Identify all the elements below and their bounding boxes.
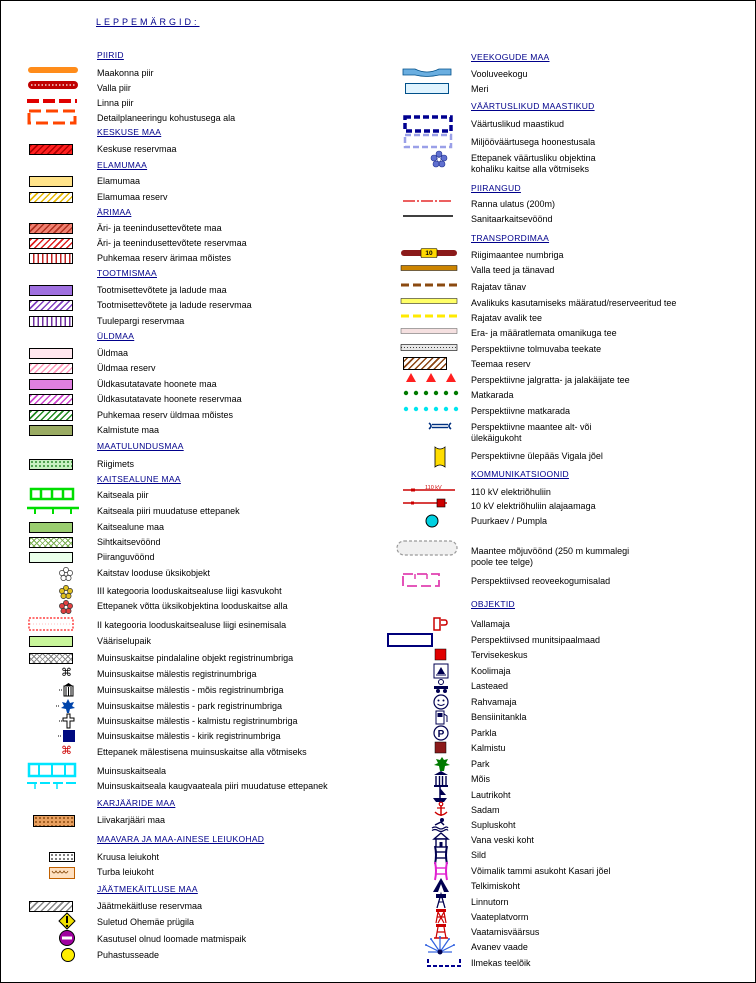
- section-heading: TRANSPORDIMAA: [471, 233, 550, 243]
- section-heading: ÄRIMAA: [97, 207, 132, 217]
- legend-label: Ettepanek väärtusliku objektina kohaliku kaitse alla võtmiseks: [471, 153, 596, 174]
- legend-item: [381, 298, 755, 312]
- legend-item: [1, 653, 381, 667]
- legend-label: Mõis: [471, 774, 491, 784]
- legend-label: Koolimaja: [471, 666, 511, 676]
- legend-label: Vooluveekogu: [471, 69, 528, 79]
- legend-label: Kaitseala piir: [97, 490, 149, 500]
- legend-item: [381, 282, 755, 296]
- legend-label: Riigimets: [97, 459, 135, 469]
- legend-label: Park: [471, 759, 490, 769]
- section-heading: PIIRID: [97, 50, 124, 60]
- legend-item: [1, 636, 381, 650]
- legend-label: Ettepanek mälestisena muinsuskaitse alla võtmiseks: [97, 747, 307, 757]
- section-heading: KARJÄÄRIDE MAA: [97, 798, 176, 808]
- legend-label: Tootmisettevõtete ja ladude maa: [97, 285, 227, 295]
- legend-label: Jäätmekäitluse reservmaa: [97, 901, 203, 911]
- legend-label: Sihtkaitsevöönd: [97, 537, 161, 547]
- legend-label: Kasutusel olnud loomade matmispaik: [97, 934, 247, 944]
- legend-label: Linna piir: [97, 98, 134, 108]
- legend-item: [1, 192, 381, 206]
- legend-label: Avalikuks kasutamiseks määratud/reserveeritud tee: [471, 298, 677, 308]
- legend-label: Kalmistute maa: [97, 425, 160, 435]
- road-number: 10: [425, 250, 433, 257]
- legend-label: Perspektiivne jalgratta- ja jalakäijate tee: [471, 375, 630, 385]
- legend-item: [1, 950, 381, 964]
- legend-label: Muinsuskaitseala: [97, 766, 167, 776]
- legend-label: Sild: [471, 850, 487, 860]
- legend-item: [1, 731, 381, 745]
- legend-item: [381, 743, 755, 757]
- legend-label: Tuulepargi reservmaa: [97, 316, 185, 326]
- legend-item: [381, 214, 755, 228]
- legend-label: III kategooria looduskaitsealuse liigi kasvukoht: [97, 586, 282, 596]
- legend-label: Rahvamaja: [471, 697, 517, 707]
- legend-label: 110 kV elektriõhuliin: [471, 487, 551, 497]
- legend-label: Perspektiivne ülepääs Vigala jõel: [471, 451, 603, 461]
- legend-item: [381, 153, 755, 174]
- legend-label: Kaitsealune maa: [97, 522, 165, 532]
- legend-item: [381, 451, 755, 465]
- section-heading: KAITSEALUNE MAA: [97, 474, 181, 484]
- legend-item: [1, 223, 381, 237]
- legend-label: Lasteaed: [471, 681, 509, 691]
- legend-label: Detailplaneeringu kohustusega ala: [97, 113, 236, 123]
- legend-label: Äri- ja teenindusettevõtete reservmaa: [97, 238, 247, 248]
- legend-item: [381, 375, 755, 389]
- legend-label: Ilmekas teelõik: [471, 958, 531, 968]
- legend-label: Väärtuslikud maastikud: [471, 119, 565, 129]
- legend-item: [1, 506, 381, 520]
- legend-label: Telkimiskoht: [471, 881, 521, 891]
- legend-item: [381, 328, 755, 342]
- section-heading: OBJEKTID: [471, 599, 515, 609]
- legend-label: Kruusa leiukoht: [97, 852, 160, 862]
- legend-label: Era- ja määratlemata omanikuga tee: [471, 328, 617, 338]
- legend-item: [381, 619, 755, 633]
- legend-item: [1, 867, 381, 881]
- legend-item: [1, 348, 381, 362]
- legend-label: Üldmaa: [97, 348, 129, 358]
- legend-label: Valla piir: [97, 83, 131, 93]
- section-heading: MAATULUNDUSMAA: [97, 441, 184, 451]
- legend-label: Elamumaa reserv: [97, 192, 168, 202]
- legend-label: Perspektiivne matkarada: [471, 406, 571, 416]
- legend-label: Perspektiivne maantee alt- või ülekäigukoht: [471, 422, 592, 443]
- legend-label: Maantee mõjuvöönd (250 m kummalegi poole tee telge): [471, 546, 630, 567]
- legend-label: Puhkemaa reserv ärimaa mõistes: [97, 253, 232, 263]
- legend-item: [1, 685, 381, 699]
- legend-label: Miljööväärtusega hoonestusala: [471, 137, 596, 147]
- legend-item: [1, 300, 381, 314]
- section-heading: PIIRANGUD: [471, 183, 521, 193]
- legend-item: [381, 501, 755, 515]
- legend-item: [381, 728, 755, 742]
- legend-item: [1, 253, 381, 267]
- legend-item: [1, 568, 381, 582]
- legend-label: Bensiinitankla: [471, 712, 527, 722]
- legend-item: [1, 410, 381, 424]
- legend-label: Võimalik tammi asukoht Kasari jõel: [471, 866, 611, 876]
- legend-item: [1, 490, 381, 504]
- legend-label: Puurkaev / Pumpla: [471, 516, 548, 526]
- legend-label: Perspektiivsed munitsipaalmaad: [471, 635, 601, 645]
- legend-item: [1, 522, 381, 536]
- legend-item: ⌘ Ettepanek mälestisena muinsuskaitse alla võtmiseks: [61, 744, 307, 757]
- legend-label: Kalmistu: [471, 743, 506, 753]
- legend-label: Vallamaja: [471, 619, 510, 629]
- legend-label: Lautrikoht: [471, 790, 511, 800]
- legend-item: [1, 144, 381, 158]
- legend-item: [381, 313, 755, 327]
- legend-item: [381, 958, 755, 972]
- legend-item: [1, 285, 381, 299]
- legend-label: Avanev vaade: [471, 942, 528, 952]
- legend-label: Meri: [471, 84, 489, 94]
- legend-label: Äri- ja teenindusettevõtete maa: [97, 223, 222, 233]
- legend-label: Üldkasutatavate hoonete reservmaa: [97, 394, 242, 404]
- legend-label: Kaitstav looduse üksikobjekt: [97, 568, 211, 578]
- legend-label: Muinsuskaitse mälestis - park registrinumbriga: [97, 701, 283, 711]
- legend-item: [381, 119, 755, 133]
- legend-item: [1, 934, 381, 948]
- legend-label: Vääriselupaik: [97, 636, 152, 646]
- legend-label: 10 kV elektriõhuliin alajaamaga: [471, 501, 596, 511]
- legend-label: Parkla: [471, 728, 497, 738]
- legend-label: Ettepanek võtta üksikobjektina looduskaitse alla: [97, 601, 288, 611]
- legend-item: [381, 681, 755, 695]
- legend-label: Puhastusseade: [97, 950, 160, 960]
- section-heading: KOMMUNIKATSIOONID: [471, 469, 569, 479]
- svg-text:P: P: [437, 729, 445, 740]
- legend-item: [1, 537, 381, 551]
- svg-text:110 kV: 110 kV: [425, 485, 442, 491]
- legend-item: [1, 716, 381, 730]
- legend-label: Teemaa reserv: [471, 359, 531, 369]
- section-heading: ELAMUMAA: [97, 160, 148, 170]
- legend-label: Muinsuskaitse mälestis - kalmistu registrinumbriga: [97, 716, 298, 726]
- legend-label: Üldkasutatavate hoonete maa: [97, 379, 217, 389]
- legend-item: [1, 113, 381, 127]
- legend-label: Linnutorn: [471, 897, 509, 907]
- section-heading: KESKUSE MAA: [97, 127, 162, 137]
- section-heading: MAAVARA JA MAA-AINESE LEIUKOHAD: [97, 834, 265, 844]
- legend-item: [381, 516, 755, 530]
- legend-item: [381, 250, 755, 264]
- legend-item: [1, 83, 381, 97]
- legend-label: Piiranguvöönd: [97, 552, 155, 562]
- legend-label: Vana veski koht: [471, 835, 534, 845]
- legend-item: [381, 576, 755, 590]
- legend-item: [1, 601, 381, 615]
- legend-label: Ranna ulatus (200m): [471, 199, 556, 209]
- legend-item: [1, 363, 381, 377]
- legend-label: Puhkemaa reserv üldmaa mõistes: [97, 410, 234, 420]
- legend-label: Sadam: [471, 805, 500, 815]
- legend-item: [381, 359, 755, 373]
- legend-item: [1, 901, 381, 915]
- legend-item: [1, 425, 381, 439]
- legend-label: Supluskoht: [471, 820, 516, 830]
- legend-item: [1, 620, 381, 634]
- legend-label: Muinsuskaitse mälestis registrinumbriga: [97, 669, 257, 679]
- legend-label: Sanitaarkaitsevöönd: [471, 214, 553, 224]
- legend-item: [1, 552, 381, 566]
- legend-item: [381, 406, 755, 420]
- legend-label: Valla teed ja tänavad: [471, 265, 555, 275]
- legend-item: [1, 394, 381, 408]
- legend-label: Rajatav avalik tee: [471, 313, 543, 323]
- legend-label: Rajatav tänav: [471, 282, 527, 292]
- legend-item: [1, 701, 381, 715]
- legend-label: Perspektiivsed reoveekogumisalad: [471, 576, 611, 586]
- legend-item: [381, 344, 755, 358]
- legend-label: Vaateplatvorm: [471, 912, 529, 922]
- legend-label: Muinsuskaitse mälestis - kirik registrinumbriga: [97, 731, 281, 741]
- legend-item: [381, 650, 755, 664]
- legend-item: [381, 137, 755, 151]
- legend-item: [1, 586, 381, 600]
- legend-item: ⌘ Muinsuskaitse mälestis registrinumbriga: [61, 666, 257, 679]
- legend-label: Matkarada: [471, 390, 514, 400]
- legend-label: II kategooria looduskaitsealuse liigi esinemisala: [97, 620, 287, 630]
- legend-label: Muinsuskaitse pindalaline objekt registrinumbriga: [97, 653, 294, 663]
- legend-item: [1, 238, 381, 252]
- legend-item: [381, 422, 755, 443]
- legend-item: [381, 84, 755, 98]
- legend-item: [1, 766, 381, 780]
- legend-item: [1, 379, 381, 393]
- legend-item: [1, 815, 381, 829]
- legend-item: [1, 852, 381, 866]
- legend-label: Muinsuskaitseala kaugvaateala piiri muudatuse ettepanek: [97, 781, 328, 791]
- legend-title: LEPPEMÄRGID:: [96, 17, 200, 27]
- legend-item: [1, 459, 381, 473]
- legend-item: [381, 942, 755, 956]
- legend-label: Perspektiivne tolmuvaba teekate: [471, 344, 602, 354]
- legend-item: [381, 635, 755, 649]
- legend-label: Suletud Ohemäe prügila: [97, 917, 195, 927]
- legend-label: Vaatamisväärsus: [471, 927, 540, 937]
- legend-item: [381, 546, 755, 567]
- section-heading: JÄÄTMEKÄITLUSE MAA: [97, 884, 198, 894]
- legend-item: [1, 781, 381, 795]
- legend-item: [381, 69, 755, 83]
- legend-label: Riigimaantee numbriga: [471, 250, 564, 260]
- legend-item: [381, 390, 755, 404]
- section-heading: VÄÄRTUSLIKUD MAASTIKUD: [471, 101, 595, 111]
- legend-item: [1, 176, 381, 190]
- legend-item: [381, 265, 755, 279]
- legend-label: Maakonna piir: [97, 68, 154, 78]
- legend-label: Üldmaa reserv: [97, 363, 156, 373]
- legend-label: Tervisekeskus: [471, 650, 528, 660]
- section-heading: ÜLDMAA: [97, 331, 135, 341]
- legend-label: Elamumaa: [97, 176, 141, 186]
- legend-label: Tootmisettevõtete ja ladude reservmaa: [97, 300, 252, 310]
- legend-label: Liivakarjääri maa: [97, 815, 166, 825]
- legend-label: Muinsuskaitse mälestis - mõis registrinumbriga: [97, 685, 284, 695]
- section-heading: TOOTMISMAA: [97, 268, 157, 278]
- legend-item: [381, 199, 755, 213]
- legend-label: Keskuse reservmaa: [97, 144, 177, 154]
- legend-label: Kaitseala piiri muudatuse ettepanek: [97, 506, 240, 516]
- legend-label: Turba leiukoht: [97, 867, 154, 877]
- legend-item: [381, 712, 755, 726]
- legend-item: [1, 316, 381, 330]
- section-heading: VEEKOGUDE MAA: [471, 52, 550, 62]
- legend-item: [1, 917, 381, 931]
